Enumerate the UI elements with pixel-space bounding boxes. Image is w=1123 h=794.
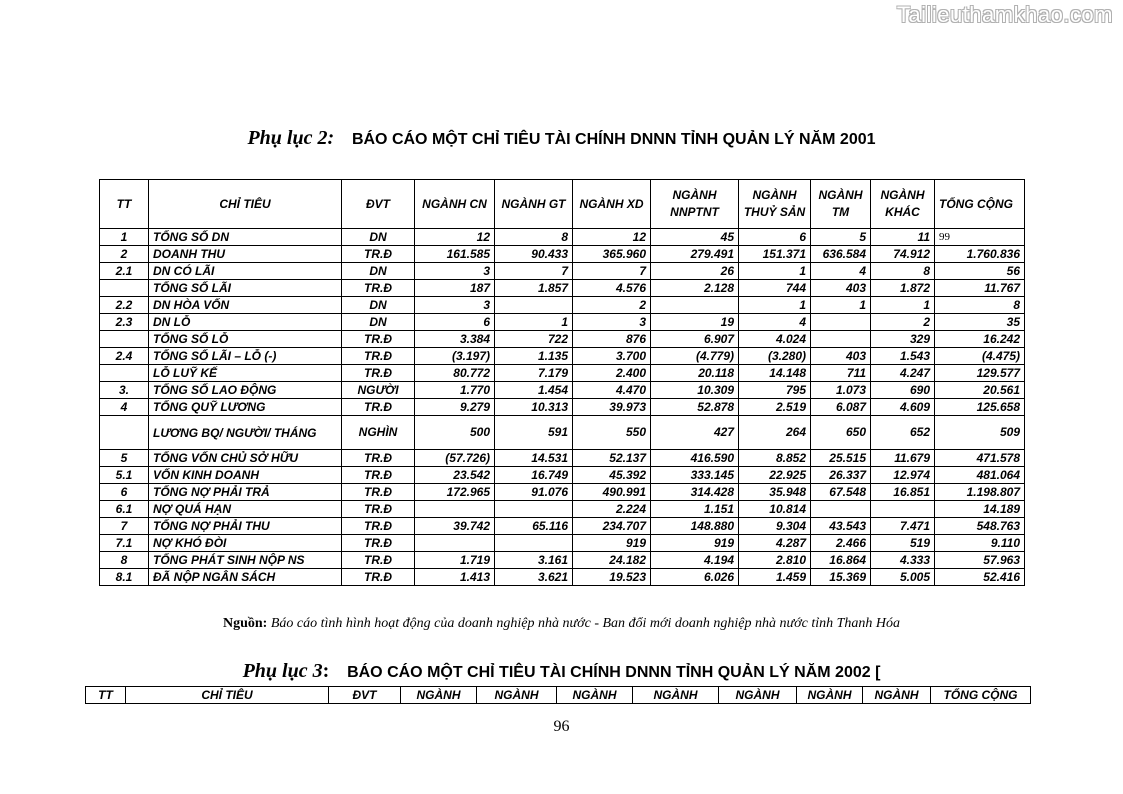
table-cell: 2.400 [573, 365, 651, 382]
table-cell: 39.973 [573, 399, 651, 416]
table-cell: TR.Đ [342, 331, 415, 348]
table-cell: TR.Đ [342, 484, 415, 501]
table-cell: 1.770 [415, 382, 495, 399]
table-cell: 12 [573, 229, 651, 246]
appendix-3-colon: : [322, 660, 330, 682]
header-cell: NGÀNH [633, 687, 719, 704]
table-row [100, 501, 1025, 518]
table-cell: TR.Đ [342, 450, 415, 467]
header-cell: TỔNG CỘNG [935, 180, 1025, 229]
table-cell: 3.384 [415, 331, 495, 348]
table-cell: 722 [495, 331, 573, 348]
table-cell: 1.760.836 [935, 246, 1025, 263]
financial-table-2001 [99, 179, 1025, 586]
header-cell: NGÀNH KHÁC [871, 180, 935, 229]
table-cell: 1.151 [651, 501, 739, 518]
table-cell: 650 [811, 416, 871, 450]
table-cell: ĐÃ NỘP NGÂN SÁCH [149, 569, 342, 586]
table-cell: DN HÒA VỐN [149, 297, 342, 314]
table-cell: 129.577 [935, 365, 1025, 382]
table-cell: 2.810 [739, 552, 811, 569]
table-cell: 65.116 [495, 518, 573, 535]
table-cell: 80.772 [415, 365, 495, 382]
table-cell: TỔNG NỢ PHẢI THU [149, 518, 342, 535]
table-cell: 7.1 [100, 535, 149, 552]
table-cell: 314.428 [651, 484, 739, 501]
table-cell: 5 [100, 450, 149, 467]
table-cell: 7 [100, 518, 149, 535]
table-cell: 471.578 [935, 450, 1025, 467]
table-cell: DN [342, 314, 415, 331]
table-cell: TR.Đ [342, 348, 415, 365]
table-row [100, 399, 1025, 416]
table-cell: TR.Đ [342, 246, 415, 263]
table-cell: 5.1 [100, 467, 149, 484]
table-cell: 9.279 [415, 399, 495, 416]
table-cell: 876 [573, 331, 651, 348]
table-row [100, 331, 1025, 348]
table-cell: 14.531 [495, 450, 573, 467]
table-cell: 19 [651, 314, 739, 331]
table-cell: 7.471 [871, 518, 935, 535]
header-cell: NGÀNH GT [495, 180, 573, 229]
table-cell: 8 [871, 263, 935, 280]
table-cell [495, 535, 573, 552]
table-cell: 12.974 [871, 467, 935, 484]
table-cell: 1.198.807 [935, 484, 1025, 501]
header-cell: NGÀNH [797, 687, 863, 704]
table-cell: 8.852 [739, 450, 811, 467]
table-cell: 2.224 [573, 501, 651, 518]
table-row [100, 314, 1025, 331]
table-cell: NGHÌN [342, 416, 415, 450]
table-cell: 4.247 [871, 365, 935, 382]
table-row [100, 569, 1025, 586]
table-cell: 161.585 [415, 246, 495, 263]
table-cell: 2.519 [739, 399, 811, 416]
table-cell: (57.726) [415, 450, 495, 467]
table-row [100, 280, 1025, 297]
table-cell: 56 [935, 263, 1025, 280]
table-cell [811, 314, 871, 331]
table-cell: 6 [739, 229, 811, 246]
table-cell: 4.576 [573, 280, 651, 297]
header-cell: CHỈ TIÊU [149, 180, 342, 229]
table-cell: 2.3 [100, 314, 149, 331]
appendix-2-heading: BÁO CÁO MỘT CHỈ TIÊU TÀI CHÍNH DNNN TỈNH QUẢN LÝ NĂM 2001 [351, 131, 876, 148]
table-cell: 1.454 [495, 382, 573, 399]
table-row [100, 552, 1025, 569]
header-cell: NGÀNH CN [415, 180, 495, 229]
table-cell: 12 [415, 229, 495, 246]
table-cell: (4.779) [651, 348, 739, 365]
table-cell: NỢ KHÓ ĐÒI [149, 535, 342, 552]
table-cell: 264 [739, 416, 811, 450]
table-cell: DN [342, 229, 415, 246]
table-cell: TỔNG SỐ LÃI [149, 280, 342, 297]
financial-table-2002-header [85, 686, 1031, 704]
table-cell: 26.337 [811, 467, 871, 484]
table-cell: 6.087 [811, 399, 871, 416]
table-cell: TỔNG SỐ LAO ĐỘNG [149, 382, 342, 399]
table-cell: 24.182 [573, 552, 651, 569]
table-cell: 1.135 [495, 348, 573, 365]
table-cell: 2.4 [100, 348, 149, 365]
table-cell [811, 331, 871, 348]
table-cell: 1.872 [871, 280, 935, 297]
table-cell: 795 [739, 382, 811, 399]
table-cell: 519 [871, 535, 935, 552]
table-cell: TỔNG QUỸ LƯƠNG [149, 399, 342, 416]
table-cell: LƯƠNG BQ/ NGƯỜI/ THÁNG [149, 416, 342, 450]
source-label: Nguồn: [223, 616, 268, 631]
table-cell: 16.749 [495, 467, 573, 484]
table-cell: 500 [415, 416, 495, 450]
table-cell: 52.416 [935, 569, 1025, 586]
table-cell: 403 [811, 348, 871, 365]
table-cell: TR.Đ [342, 280, 415, 297]
table-cell [100, 280, 149, 297]
table-cell: 1 [871, 297, 935, 314]
header-cell: NGÀNH [401, 687, 477, 704]
table-cell: 3 [415, 297, 495, 314]
table-cell: 3.161 [495, 552, 573, 569]
table-cell: TỔNG SỐ LỖ [149, 331, 342, 348]
table-cell [495, 297, 573, 314]
table-cell: 365.960 [573, 246, 651, 263]
table-cell: DN [342, 297, 415, 314]
table-cell: 20.561 [935, 382, 1025, 399]
table-cell: 3 [573, 314, 651, 331]
table-cell: 2.2 [100, 297, 149, 314]
table-cell: 2.128 [651, 280, 739, 297]
table-cell: 5.005 [871, 569, 935, 586]
table-cell: (3.280) [739, 348, 811, 365]
table-cell: 125.658 [935, 399, 1025, 416]
table-cell: TR.Đ [342, 467, 415, 484]
table-cell: 4 [100, 399, 149, 416]
table-cell: 690 [871, 382, 935, 399]
table-cell: 711 [811, 365, 871, 382]
table-cell [415, 535, 495, 552]
table-cell: 1.857 [495, 280, 573, 297]
table-cell: TR.Đ [342, 535, 415, 552]
table-cell: 919 [573, 535, 651, 552]
table-cell: LỖ LUỸ KẾ [149, 365, 342, 382]
table-cell: TR.Đ [342, 365, 415, 382]
table-body [100, 229, 1025, 586]
table-cell: 652 [871, 416, 935, 450]
table-cell: TR.Đ [342, 399, 415, 416]
table-cell: 481.064 [935, 467, 1025, 484]
table-cell: 1.543 [871, 348, 935, 365]
table-cell: 3. [100, 382, 149, 399]
table-cell: 35.948 [739, 484, 811, 501]
table-cell: 6 [415, 314, 495, 331]
table-cell: TỔNG PHÁT SINH NỘP NS [149, 552, 342, 569]
table-cell: 7 [573, 263, 651, 280]
table-cell: 509 [935, 416, 1025, 450]
table-cell: 43.543 [811, 518, 871, 535]
table-cell: TR.Đ [342, 552, 415, 569]
table-cell: 9.110 [935, 535, 1025, 552]
table-row [100, 297, 1025, 314]
header-cell: CHỈ TIÊU [126, 687, 329, 704]
table-cell: 7 [495, 263, 573, 280]
header-cell: NGÀNH NNPTNT [651, 180, 739, 229]
table-cell: 91.076 [495, 484, 573, 501]
table-row [100, 365, 1025, 382]
table-cell: 26 [651, 263, 739, 280]
table-cell: 187 [415, 280, 495, 297]
table-cell: 548.763 [935, 518, 1025, 535]
table-cell: VỐN KINH DOANH [149, 467, 342, 484]
appendix-2-title [0, 127, 1123, 150]
table-cell: 4.470 [573, 382, 651, 399]
watermark: Tailieuthamkhao.com [896, 2, 1113, 27]
table-cell [415, 501, 495, 518]
table-cell: 22.925 [739, 467, 811, 484]
header-cell: NGÀNH THUỶ SẢN [739, 180, 811, 229]
table-cell: 591 [495, 416, 573, 450]
table-row [100, 246, 1025, 263]
table-cell: 1.073 [811, 382, 871, 399]
table-cell: 329 [871, 331, 935, 348]
table-cell: DN [342, 263, 415, 280]
table-cell: 403 [811, 280, 871, 297]
table-cell: 14.148 [739, 365, 811, 382]
table-cell: 11 [871, 229, 935, 246]
table-cell: 1 [739, 297, 811, 314]
table-cell: 8 [935, 297, 1025, 314]
table-cell: 4 [739, 314, 811, 331]
table-cell: 2 [100, 246, 149, 263]
header-cell: NGÀNH [719, 687, 797, 704]
table-cell: (3.197) [415, 348, 495, 365]
table-row [100, 467, 1025, 484]
table-cell: 45 [651, 229, 739, 246]
table-cell: (4.475) [935, 348, 1025, 365]
appendix-3-heading: BÁO CÁO MỘT CHỈ TIÊU TÀI CHÍNH DNNN TỈNH QUẢN LÝ NĂM 2002 [ [347, 664, 881, 681]
table-cell: 1.413 [415, 569, 495, 586]
table-row [100, 229, 1025, 246]
table-cell: TR.Đ [342, 569, 415, 586]
table-row [100, 450, 1025, 467]
table-cell [871, 501, 935, 518]
table-cell: DN CÓ LÃI [149, 263, 342, 280]
table-row [100, 518, 1025, 535]
table-cell: 3.621 [495, 569, 573, 586]
table-cell: 333.145 [651, 467, 739, 484]
table-cell: TỔNG SỐ DN [149, 229, 342, 246]
table-cell: 10.814 [739, 501, 811, 518]
table-cell: TỔNG NỢ PHẢI TRẢ [149, 484, 342, 501]
table-cell: 6.907 [651, 331, 739, 348]
table-cell [811, 501, 871, 518]
table-row [100, 416, 1025, 450]
header-cell: NGÀNH TM [811, 180, 871, 229]
table-cell: 74.912 [871, 246, 935, 263]
table-cell: 279.491 [651, 246, 739, 263]
table-cell: DN LỖ [149, 314, 342, 331]
table-cell: 6.1 [100, 501, 149, 518]
table-cell: 11.767 [935, 280, 1025, 297]
source-note [0, 616, 1123, 632]
table-cell [100, 331, 149, 348]
table-cell: 4.024 [739, 331, 811, 348]
table-cell: 2.466 [811, 535, 871, 552]
table-cell: 636.584 [811, 246, 871, 263]
table-cell: 2.1 [100, 263, 149, 280]
table-cell: 7.179 [495, 365, 573, 382]
header-cell: TT [86, 687, 126, 704]
table-row [100, 348, 1025, 365]
table-cell: 1 [495, 314, 573, 331]
table-cell: 1 [100, 229, 149, 246]
table-cell: 90.433 [495, 246, 573, 263]
table-cell: TỔNG SỐ LÃI – LỖ (-) [149, 348, 342, 365]
table-cell: 151.371 [739, 246, 811, 263]
table-cell: 1.719 [415, 552, 495, 569]
table-cell: 15.369 [811, 569, 871, 586]
table-cell: 416.590 [651, 450, 739, 467]
table-cell: 10.313 [495, 399, 573, 416]
table-cell: 52.878 [651, 399, 739, 416]
table-row [100, 263, 1025, 280]
table-cell: 4.194 [651, 552, 739, 569]
table-row [100, 535, 1025, 552]
table-cell: 8 [100, 552, 149, 569]
appendix-3-title [0, 660, 1123, 683]
table-cell: 16.864 [811, 552, 871, 569]
header-cell: NGÀNH XD [573, 180, 651, 229]
table-cell: 1 [739, 263, 811, 280]
table-cell: TỔNG VỐN CHỦ SỞ HỮU [149, 450, 342, 467]
table-cell: 6 [100, 484, 149, 501]
table-cell: 35 [935, 314, 1025, 331]
table-header-row [86, 687, 1031, 704]
table-cell: 9.304 [739, 518, 811, 535]
table-cell: 8.1 [100, 569, 149, 586]
table-cell: 57.963 [935, 552, 1025, 569]
table-cell: 172.965 [415, 484, 495, 501]
appendix-3-label: Phụ lục 3 [242, 660, 323, 682]
page-number: 96 [553, 718, 570, 735]
header-cell: TT [100, 180, 149, 229]
table-cell: DOANH THU [149, 246, 342, 263]
table-cell: 20.118 [651, 365, 739, 382]
table-cell: 1.459 [739, 569, 811, 586]
table-cell: 8 [495, 229, 573, 246]
table-cell: NGƯỜI [342, 382, 415, 399]
header-cell: ĐVT [329, 687, 401, 704]
table-cell: 919 [651, 535, 739, 552]
table-cell: 45.392 [573, 467, 651, 484]
table-cell: 11.679 [871, 450, 935, 467]
table-cell: 10.309 [651, 382, 739, 399]
table-cell: 67.548 [811, 484, 871, 501]
table-cell: 14.189 [935, 501, 1025, 518]
table-cell: 25.515 [811, 450, 871, 467]
table-cell: 19.523 [573, 569, 651, 586]
appendix-2-label: Phụ lục 2: [247, 127, 335, 149]
table-cell: 6.026 [651, 569, 739, 586]
source-text: Báo cáo tình hình hoạt động của doanh nghiệp nhà nước - Ban đổi mới doanh nghiệp nhà nước tỉnh Thanh Hóa [270, 616, 900, 631]
table-cell: 99 [935, 229, 1025, 246]
table-cell: TR.Đ [342, 501, 415, 518]
table-cell: 2 [871, 314, 935, 331]
table-row [100, 382, 1025, 399]
table-cell [100, 365, 149, 382]
table-cell [651, 297, 739, 314]
table-header-row [100, 180, 1025, 229]
table-cell: 148.880 [651, 518, 739, 535]
table-cell: 3.700 [573, 348, 651, 365]
table-cell: 16.242 [935, 331, 1025, 348]
header-cell: TỔNG CỘNG [931, 687, 1031, 704]
table-cell: 4 [811, 263, 871, 280]
table-cell: 490.991 [573, 484, 651, 501]
table-cell: 4.287 [739, 535, 811, 552]
header-cell: NGÀNH [477, 687, 557, 704]
table-cell: 234.707 [573, 518, 651, 535]
table-cell: 2 [573, 297, 651, 314]
header-cell: NGÀNH [863, 687, 931, 704]
table-cell: 1 [811, 297, 871, 314]
table-cell: 23.542 [415, 467, 495, 484]
table-cell: 4.333 [871, 552, 935, 569]
table-row [100, 484, 1025, 501]
table-cell: 550 [573, 416, 651, 450]
header-cell: NGÀNH [557, 687, 633, 704]
table-cell: 39.742 [415, 518, 495, 535]
table-cell [100, 416, 149, 450]
table-cell: 52.137 [573, 450, 651, 467]
table-cell: 427 [651, 416, 739, 450]
table-cell [495, 501, 573, 518]
table-cell: TR.Đ [342, 518, 415, 535]
table-cell: 16.851 [871, 484, 935, 501]
table-cell: 744 [739, 280, 811, 297]
table-cell: 5 [811, 229, 871, 246]
table-cell: 4.609 [871, 399, 935, 416]
header-cell: ĐVT [342, 180, 415, 229]
table-cell: NỢ QUÁ HẠN [149, 501, 342, 518]
table-cell: 3 [415, 263, 495, 280]
